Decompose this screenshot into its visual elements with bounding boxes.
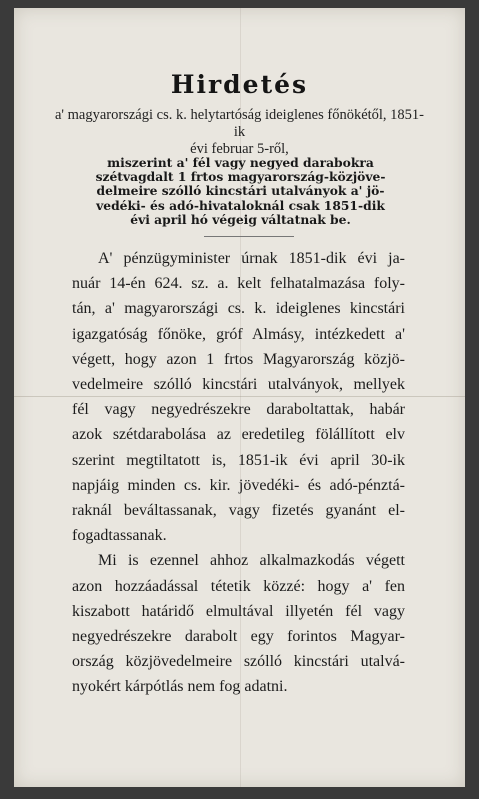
summary-line: delmeire szólló kincstári utalványok a' jö- [96,183,385,199]
body-line: Mi is ezennel ahhoz alkalmazkodás végett [98,552,405,570]
body-line: kiszabott határidő elmultával illyetén fél vagy [72,602,405,620]
summary-line: vedéki- és adó-hivataloknál csak 1851-dik [96,197,385,213]
body-line: nuár 14-én 624. sz. a. kelt felhatalmazása foly- [72,275,405,293]
paragraph-2 [72,548,405,699]
summary-line: évi april hó végeig váltatnak be. [130,211,351,227]
separator-rule [204,236,294,237]
document-title: Hirdetés [170,70,309,99]
body-line: fogadtassanak. [72,527,167,545]
summary-line: miszerint a' fél vagy negyed darabokra [107,155,374,170]
issuer-line [54,107,425,158]
issuer-line-1: a' magyarországi cs. k. helytartóság ideiglenes főnökétől, 1851-ik [54,107,425,140]
body-line: végett, hogy azon 1 frtos Magyarország közjö- [72,350,405,368]
body-line: ország közjövedelmeire szólló kincstári utalvá- [72,653,405,671]
body-line: azon hozzáadással tétetik közzé: hogy a' fen [72,577,405,595]
document-sheet [14,8,465,787]
body-line: negyedrészekre darabolt egy forintos Magyar- [72,628,405,646]
body-line: fél vagy negyedrészekre daraboltattak, habár [72,401,405,419]
body-line: A' pénzügyminister úrnak 1851-dik évi ja- [98,250,405,267]
issuer-line-2: évi februar 5-ről, [190,141,289,157]
body-line: vedelmeire szólló kincstári utalványok, mellyek [72,376,405,394]
body-line: igazgatóság főnöke, gróf Almásy, intézkedett a' [72,325,405,343]
body-line: szerint megtiltatott is, 1851-ik évi april 30-ik [72,451,405,469]
summary-line: szétvagdalt 1 frtos magyarország-közjöve- [95,169,386,185]
body-line: tán, a' magyarországi cs. k. ideiglenes kincstári [72,300,405,318]
summary-block [54,156,427,227]
body-line: napjáig minden cs. kir. jövedéki- és adó-pénztá- [72,476,405,494]
body-text [72,246,405,700]
paragraph-1 [72,246,405,548]
body-line: nyokért kárpótlás nem fog adatni. [72,678,288,696]
body-line: raknál beváltassanak, vagy fizetés gyanánt el- [72,502,405,520]
body-line: azok szétdarabolása az eredetileg fölállított elv [72,426,405,444]
